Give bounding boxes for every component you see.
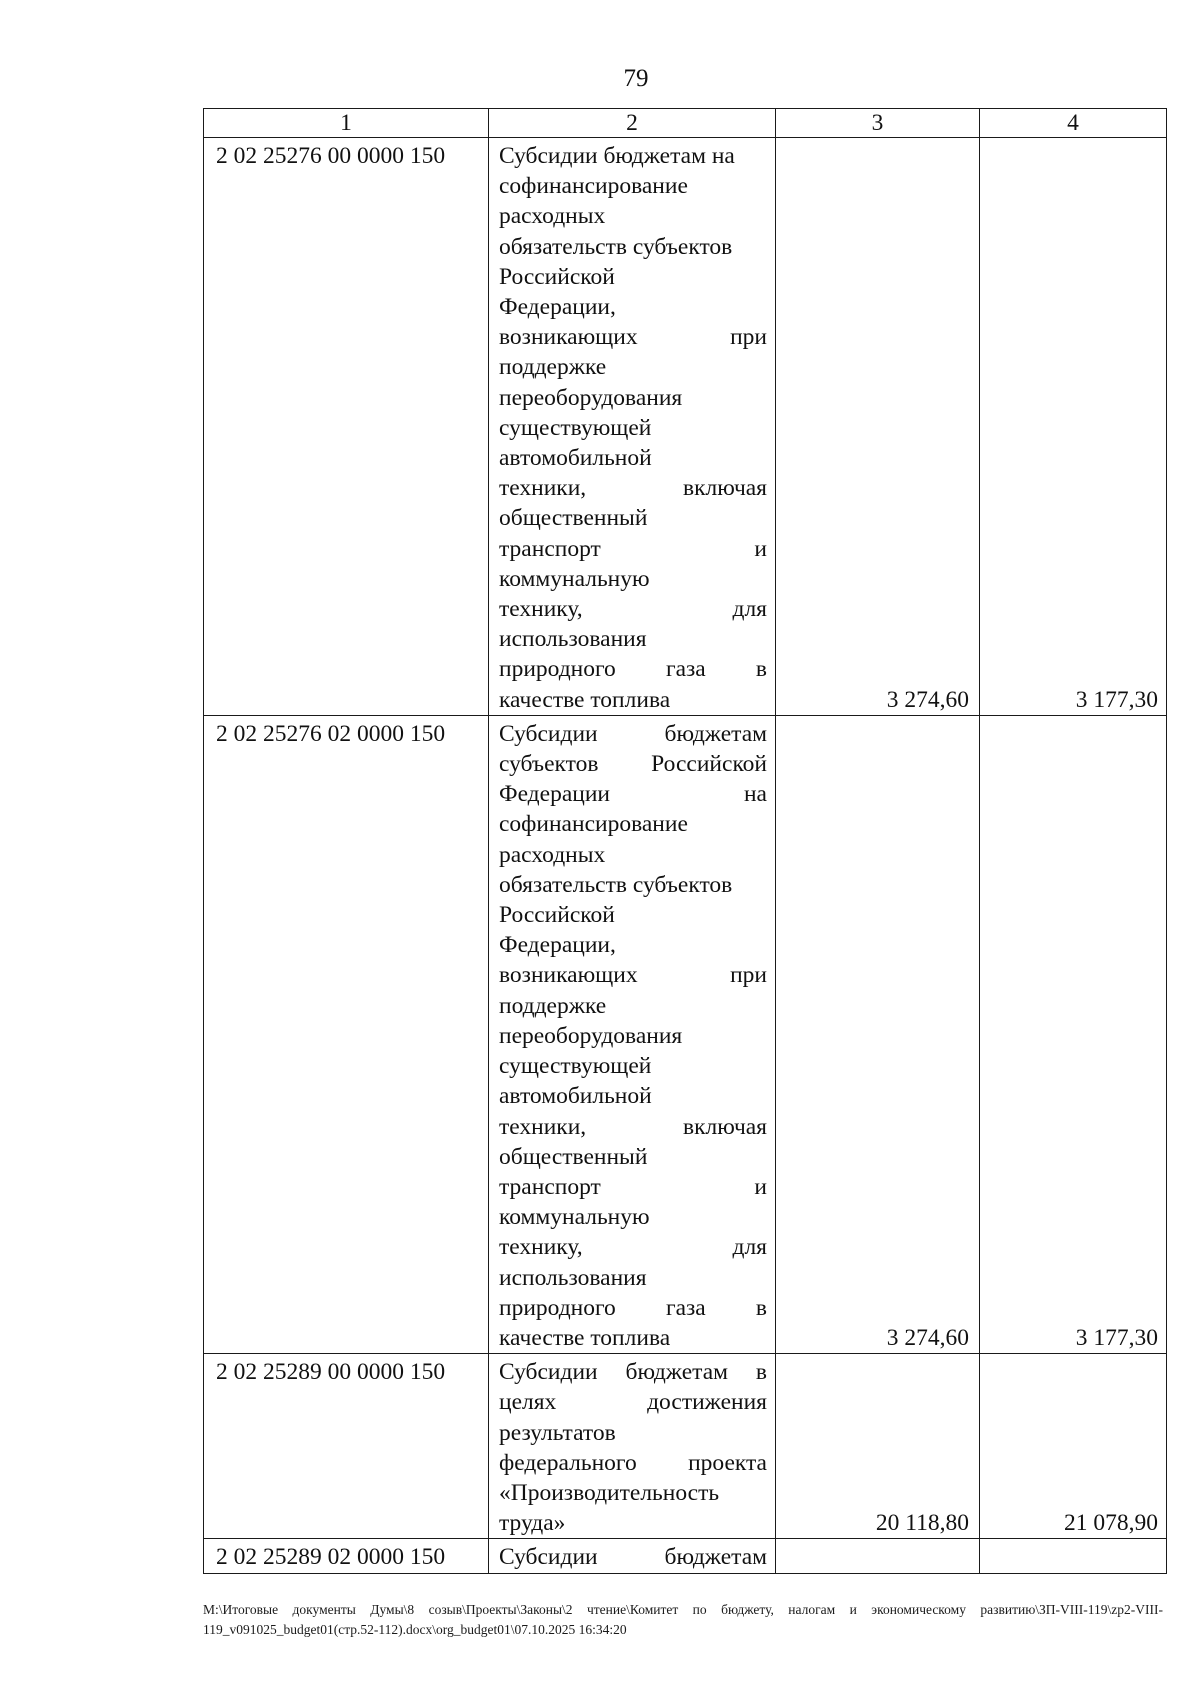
income-name-line: Субсидии бюджетам (499, 720, 767, 747)
income-name-cell (489, 138, 776, 716)
income-name-line: Федерации, (499, 932, 616, 959)
income-name-cell (489, 1539, 776, 1573)
amount-col3-cell (776, 138, 980, 716)
income-name-line: природного газа в (499, 656, 767, 683)
income-name-line: общественный (499, 505, 648, 532)
header-col-2: 2 (489, 109, 776, 138)
budget-code-cell (204, 138, 489, 716)
amount-col3-cell (776, 715, 980, 1353)
income-name-cell (489, 715, 776, 1353)
amount-col4: 3 177,30 (1075, 1324, 1158, 1351)
income-name-line: субъектов Российской (499, 751, 767, 778)
income-name-line: возникающих при (499, 324, 767, 351)
income-name-line: автомобильной (499, 445, 652, 472)
amount-col3: 3 274,60 (886, 1324, 969, 1351)
amount-col3-cell (776, 1539, 980, 1573)
header-col-3: 3 (776, 109, 980, 138)
income-name-line: целях достижения (499, 1389, 767, 1416)
income-name-line: расходных (499, 841, 606, 868)
table-row (204, 715, 1167, 1353)
budget-code-cell (204, 1539, 489, 1573)
amount-col3: 3 274,60 (886, 686, 969, 713)
income-name-line: использования (499, 1264, 647, 1291)
budget-code: 2 02 25289 02 0000 150 (216, 1544, 446, 1571)
income-name-line: транспорт и (499, 535, 767, 562)
income-name-line: использования (499, 626, 647, 653)
table-row (204, 1354, 1167, 1539)
income-name-line: Субсидии бюджетам в (499, 1359, 767, 1386)
income-name-line: поддержке (499, 354, 607, 381)
income-name-line: Субсидии бюджетам (499, 1544, 767, 1571)
income-name-line: труда» (499, 1510, 566, 1537)
amount-col4-cell (980, 1354, 1167, 1539)
budget-code: 2 02 25276 02 0000 150 (216, 720, 446, 747)
income-name-line: обязательств субъектов (499, 871, 733, 898)
income-name-line: существующей (499, 1053, 652, 1080)
income-name-line: качестве топлива (499, 1324, 671, 1351)
income-name-line: техники, включая (499, 475, 767, 502)
income-name-line: федерального проекта (499, 1449, 767, 1476)
income-name-line: Российской (499, 263, 615, 290)
income-name-line: Субсидии бюджетам на (499, 143, 735, 169)
income-name-line: «Производительность (499, 1479, 720, 1506)
budget-code: 2 02 25276 00 0000 150 (216, 143, 446, 169)
income-name-line: общественный (499, 1143, 648, 1170)
income-name-line: транспорт и (499, 1173, 767, 1200)
table-row (204, 1539, 1167, 1573)
income-name (489, 1354, 775, 1538)
income-name-line: переоборудования (499, 384, 683, 411)
income-name-line: софинансирование (499, 173, 688, 200)
income-name-line: технику, для (499, 596, 767, 623)
income-name (489, 138, 775, 715)
income-name-line: Федерации на (499, 781, 767, 808)
header-col-1: 1 (204, 109, 489, 138)
amount-col3-cell (776, 1354, 980, 1539)
income-name-line: переоборудования (499, 1022, 683, 1049)
income-name-line: Российской (499, 902, 615, 929)
header-col-4: 4 (980, 109, 1167, 138)
budget-code: 2 02 25289 00 0000 150 (216, 1359, 446, 1386)
income-name-line: существующей (499, 414, 652, 441)
amount-col4: 21 078,90 (1064, 1510, 1158, 1537)
income-name-line: коммунальную (499, 1204, 650, 1231)
amount-col4-cell (980, 1539, 1167, 1573)
document-path-footer: M:\Итоговые документы Думы\8 созыв\Проекты\Законы\2 чтение\Комитет по бюджету, налогам и экономическому развитию\ЗП-VIII-119\zp2-VIII-119_v091025_budget01(стр.52-112).docx\org_budget01\07.10.2025 16:34:20 (203, 1602, 1163, 1637)
income-name-line: возникающих при (499, 962, 767, 989)
table-header-row (204, 109, 1167, 138)
income-name (489, 716, 775, 1353)
income-name-line: автомобильной (499, 1083, 652, 1110)
income-name-line: коммунальную (499, 565, 650, 592)
income-name-line: техники, включая (499, 1113, 767, 1140)
table-row (204, 138, 1167, 716)
budget-table (203, 108, 1167, 1574)
amount-col4-cell (980, 138, 1167, 716)
income-name-line: софинансирование (499, 811, 688, 838)
income-name-line: результатов (499, 1419, 616, 1446)
income-name (489, 1539, 775, 1572)
amount-col3: 20 118,80 (875, 1510, 969, 1537)
budget-code-cell (204, 715, 489, 1353)
income-name-line: расходных (499, 203, 606, 230)
income-name-cell (489, 1354, 776, 1539)
income-name-line: природного газа в (499, 1294, 767, 1321)
amount-col4-cell (980, 715, 1167, 1353)
income-name-line: качестве топлива (499, 686, 671, 713)
page-number: 79 (623, 65, 649, 92)
income-name-line: технику, для (499, 1234, 767, 1261)
income-name-line: Федерации, (499, 294, 616, 321)
income-name-line: обязательств субъектов (499, 233, 733, 260)
table-body (204, 109, 1167, 1574)
amount-col4: 3 177,30 (1075, 686, 1158, 713)
income-name-line: поддержке (499, 992, 607, 1019)
budget-code-cell (204, 1354, 489, 1539)
